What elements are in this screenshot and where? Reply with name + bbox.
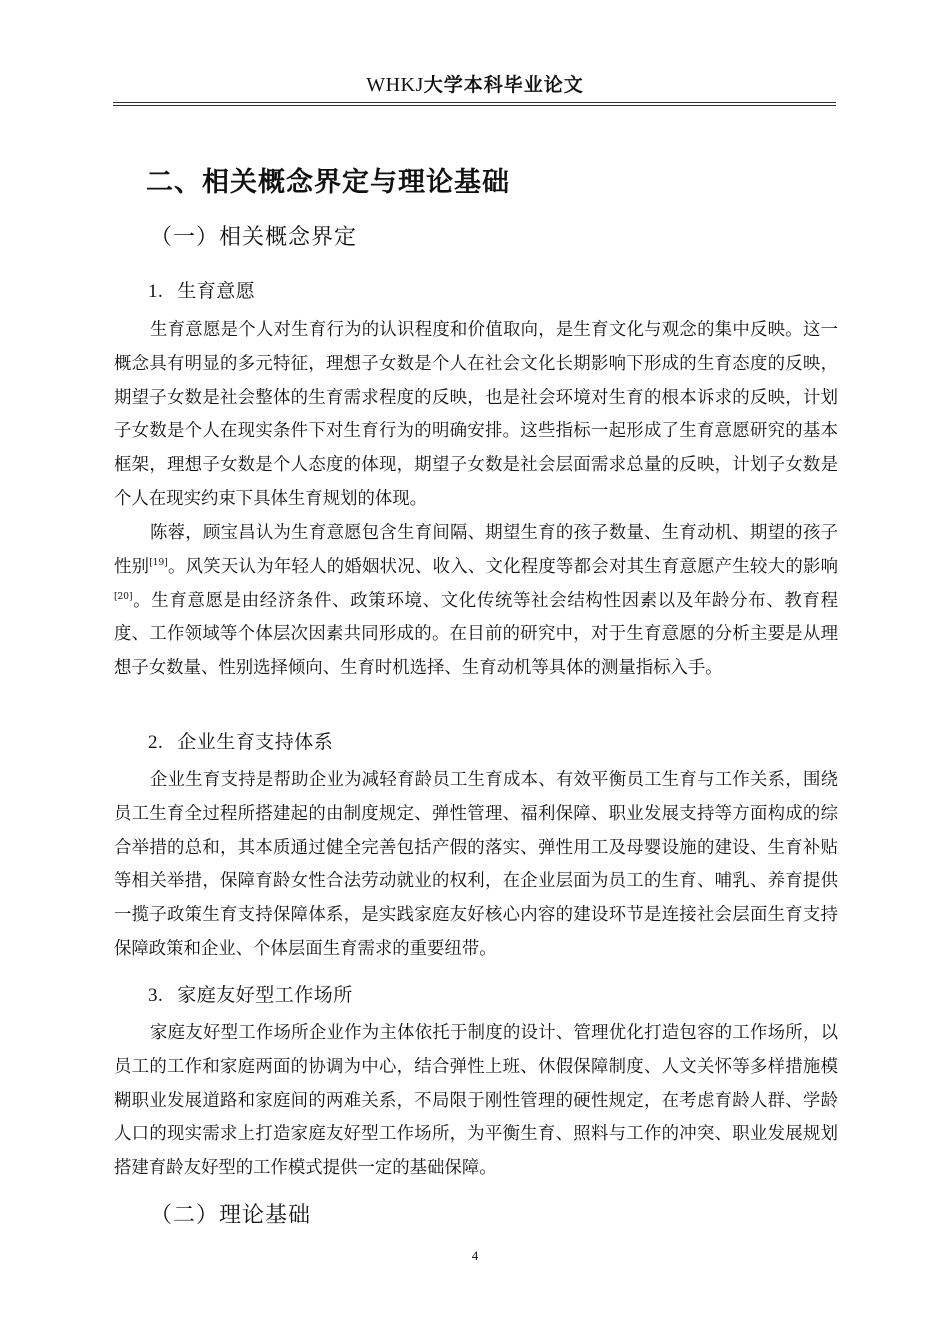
subsection-number: 1. — [148, 281, 164, 302]
subsection-title: 家庭友好型工作场所 — [177, 984, 353, 1006]
subsection-title: 企业生育支持体系 — [177, 731, 334, 753]
section-heading-concepts: （一）相关概念界定 — [150, 225, 358, 250]
header-divider — [113, 102, 836, 106]
page-number: 4 — [471, 1248, 479, 1263]
section-heading-theory: （二）理论基础 — [150, 1203, 312, 1228]
subsection-number: 2. — [148, 732, 164, 753]
subsection-heading-family-friendly-workplace — [148, 980, 353, 1007]
paragraph-fertility-intention-literature — [114, 517, 838, 686]
citation-20: [20] — [114, 591, 133, 602]
running-header — [0, 70, 950, 97]
subsection-number: 3. — [148, 985, 164, 1006]
paragraph-fertility-intention-definition: 生育意愿是个人对生育行为的认识程度和价值取向，是生育文化与观念的集中反映。这一概念具有明显的多元特征，理想子女数是个人在社会文化长期影响下形成的生育态度的反映，期望子女数是社会整体的生育需求程度的反映，也是社会环境对生育的根本诉求的反映，计划子女数是个人在现实条件下对生育行为的明确安排。这些指标一起形成了生育意愿研究的基本框架，理想子女数是个人态度的体现，期望子女数是社会层面需求总量的反映，计划子女数是个人在现实约束下具体生育规划的体现。 — [114, 320, 838, 509]
paragraph-text: 。生育意愿是由经济条件、政策环境、文化传统等社会结构性因素以及年龄分布、教育程度、工作领域等个体层次因素共同形成的。在目前的研究中，对于生育意愿的分析主要是从理想子女数量、性别选择倾向、生育时机选择、生育动机等具体的测量指标入手。 — [114, 590, 838, 679]
chapter-title: 二、相关概念界定与理论基础 — [146, 167, 510, 198]
paragraph-text: 陈蓉，顾宝昌认为生育意愿包含生育间隔、期望生育的孩子数量、生育动机、期望的孩子性别 — [114, 523, 838, 577]
paragraph-enterprise-support-definition: 企业生育支持是帮助企业为减轻育龄员工生育成本、有效平衡员工生育与工作关系，围绕员工生育全过程所搭建起的由制度规定、弹性管理、福利保障、职业发展支持等方面构成的综合举措的总和，其本质通过健全完善包括产假的落实、弹性用工及母婴设施的建设、生育补贴等相关举措，保障育龄女性合法劳动就业的权利，在企业层面为员工的生育、哺乳、养育提供一揽子政策生育支持保障体系，是实践家庭友好核心内容的建设环节是连接社会层面生育支持保障政策和企业、个体层面生育需求的重要纽带。 — [114, 770, 838, 959]
paragraph-family-friendly-workplace-definition: 家庭友好型工作场所企业作为主体依托于制度的设计、管理优化打造包容的工作场所，以员工的工作和家庭两面的协调为中心，结合弹性上班、休假保障制度、人文关怀等多样措施模糊职业发展道路和家庭间的两难关系，不局限于刚性管理的硬性规定，在考虑育龄人群、学龄人口的现实需求上打造家庭友好型工作场所，为平衡生育、照料与工作的冲突、职业发展规划搭建育龄友好型的工作模式提供一定的基础保障。 — [114, 1023, 838, 1179]
header-title: 大学本科毕业论文 — [423, 74, 584, 96]
subsection-heading-fertility-intention — [148, 276, 255, 303]
subsection-title: 生育意愿 — [177, 280, 256, 302]
subsection-heading-enterprise-support — [148, 727, 333, 754]
citation-19: [19] — [149, 558, 168, 568]
header-prefix: WHKJ — [366, 74, 424, 96]
paragraph-text: 。风笑天认为年轻人的婚姻状况、收入、文化程度等都会对其生育意愿产生较大的影响 — [167, 556, 838, 577]
